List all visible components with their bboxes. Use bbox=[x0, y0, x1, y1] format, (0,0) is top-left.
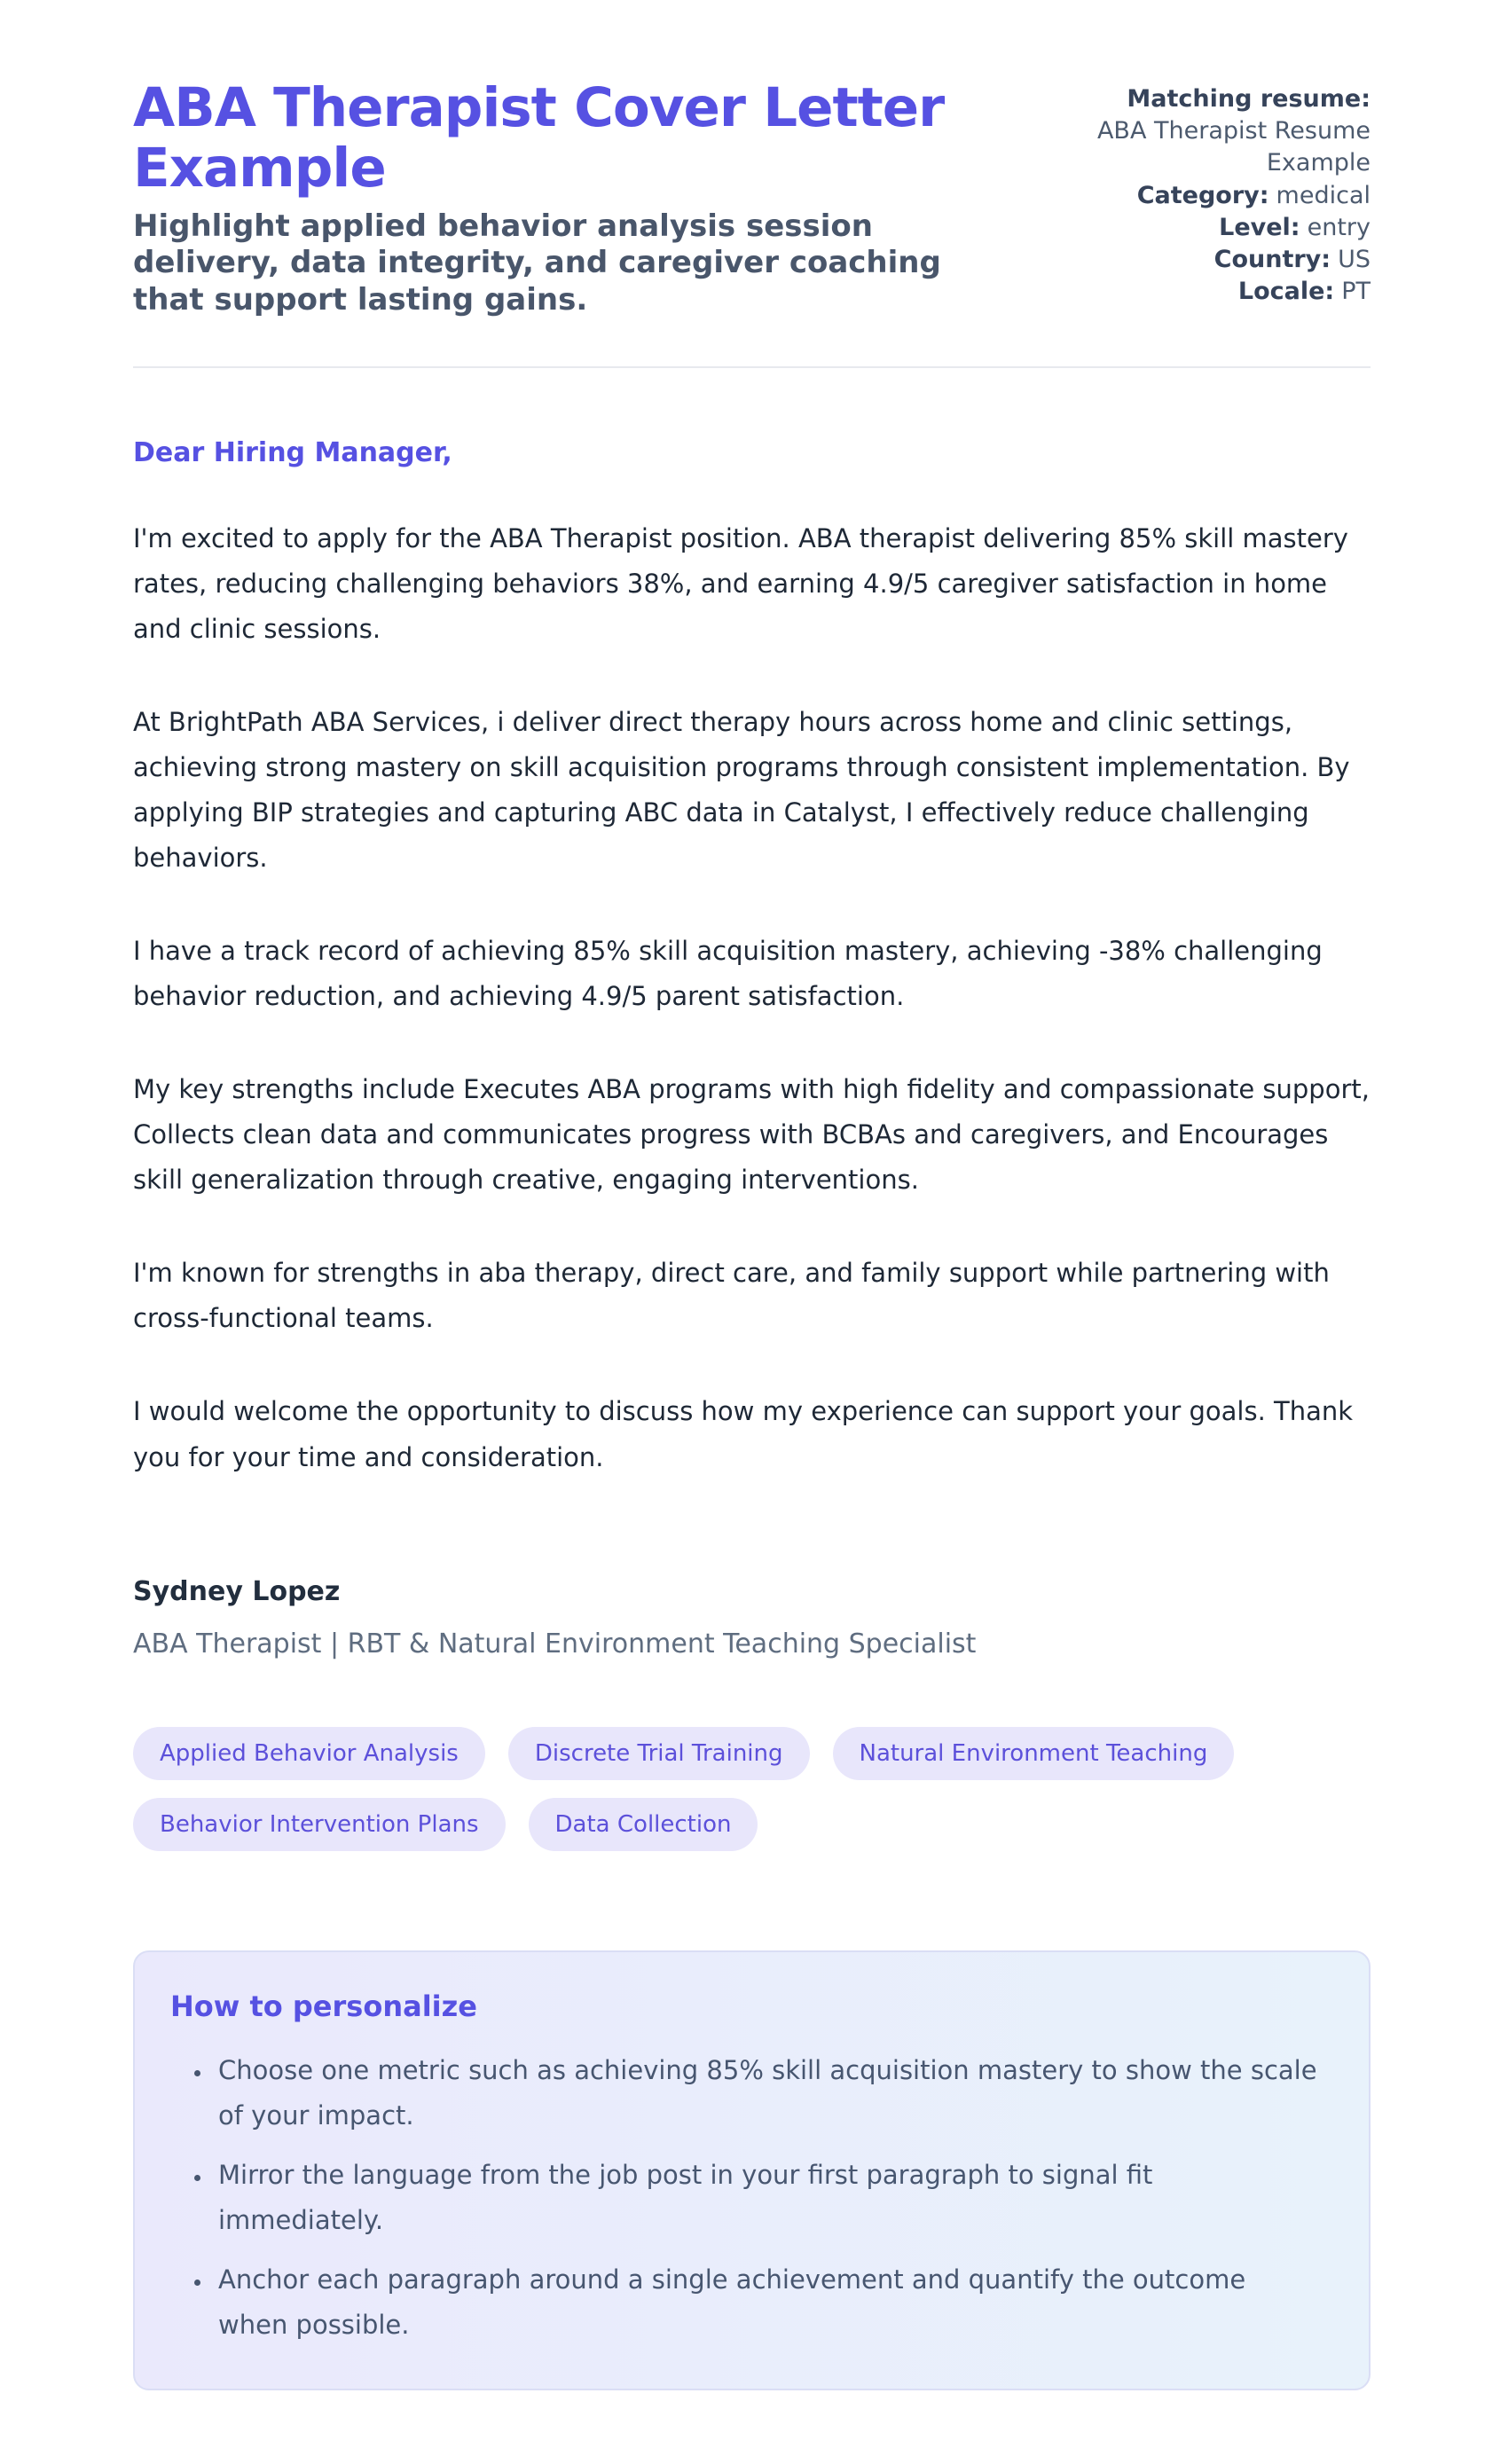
signature-role: ABA Therapist | RBT & Natural Environment Teaching Specialist bbox=[133, 1628, 977, 1660]
letter-paragraph: I have a track record of achieving 85% skill acquisition mastery, achieving -38% challenging behavior reduction, and achieving 4.9/5 parent satisfaction. bbox=[133, 936, 1323, 1012]
skill-tag: Data Collection bbox=[529, 1798, 758, 1851]
meta-field-row bbox=[1016, 180, 1371, 212]
page-title: ABA Therapist Cover Letter Example bbox=[133, 76, 945, 200]
skill-tag: Discrete Trial Training bbox=[508, 1727, 810, 1780]
meta-field-row bbox=[1016, 244, 1371, 276]
letter-paragraph: I would welcome the opportunity to discuss how my experience can support your goals. Thank you for your time and consideration. bbox=[133, 1396, 1354, 1472]
matching-resume-label: Matching resume: bbox=[1127, 85, 1371, 113]
meta-field-label: Locale: bbox=[1237, 278, 1335, 306]
letter-paragraph: I'm excited to apply for the ABA Therapist position. ABA therapist delivering 85% skill mastery rates, reducing challenging behaviors 38%, and earning 4.9/5 caregiver satisfaction in home and clinic sessions. bbox=[133, 523, 1348, 645]
callout-title: How to personalize bbox=[170, 1989, 477, 2023]
meta-field-value: US bbox=[1338, 245, 1371, 273]
skill-tag: Applied Behavior Analysis bbox=[133, 1727, 485, 1780]
meta-field-label: Level: bbox=[1219, 213, 1300, 241]
greeting: Dear Hiring Manager, bbox=[133, 437, 452, 469]
meta-field-list bbox=[1016, 180, 1371, 309]
callout-bullet: • Mirror the language from the job post in your first paragraph to signal fit immediately. bbox=[213, 2153, 1319, 2243]
callout-bullet: • Anchor each paragraph around a single achievement and quantify the outcome when possible. bbox=[213, 2257, 1319, 2348]
personalize-callout bbox=[133, 1950, 1371, 2390]
meta-field-row bbox=[1016, 212, 1371, 244]
meta-field-value: medical bbox=[1276, 181, 1371, 209]
signature-name: Sydney Lopez bbox=[133, 1575, 341, 1607]
meta-panel bbox=[1016, 83, 1371, 308]
skill-tag: Behavior Intervention Plans bbox=[133, 1798, 506, 1851]
header-title-block bbox=[133, 78, 989, 318]
letter-body bbox=[133, 437, 1371, 1660]
letter-paragraph: My key strengths include Executes ABA programs with high fidelity and compassionate support, Collects clean data and communicates progress with BCBAs and caregivers, and Encourages skill generalization through creative, engaging interventions. bbox=[133, 1074, 1370, 1196]
page-subtitle: Highlight applied behavior analysis session delivery, data integrity, and caregiver coaching that support lasting gains. bbox=[133, 208, 941, 318]
meta-field-value: PT bbox=[1341, 278, 1371, 306]
letter-paragraph: I'm known for strengths in aba therapy, direct care, and family support while partnering with cross-functional teams. bbox=[133, 1258, 1330, 1334]
callout-bullet: • Choose one metric such as achieving 85% skill acquisition mastery to show the scale of your impact. bbox=[213, 2048, 1319, 2138]
header-divider bbox=[133, 366, 1371, 368]
letter-paragraphs bbox=[133, 516, 1371, 1480]
callout-bullet-list bbox=[170, 2048, 1319, 2348]
skill-tag-list bbox=[133, 1727, 1286, 1851]
meta-field-label: Country: bbox=[1213, 245, 1331, 273]
header bbox=[133, 78, 1371, 318]
skill-tag: Natural Environment Teaching bbox=[833, 1727, 1235, 1780]
meta-field-row bbox=[1016, 276, 1371, 308]
letter-paragraph: At BrightPath ABA Services, i deliver direct therapy hours across home and clinic settings, achieving strong mastery on skill acquisition programs through consistent implementation. By applying BIP strategies and capturing ABC data in Catalyst, I effectively reduce challenging behaviors. bbox=[133, 707, 1350, 874]
meta-field-value: entry bbox=[1307, 213, 1371, 241]
meta-field-label: Category: bbox=[1136, 181, 1269, 209]
matching-resume-value: ABA Therapist Resume Example bbox=[1096, 117, 1371, 177]
